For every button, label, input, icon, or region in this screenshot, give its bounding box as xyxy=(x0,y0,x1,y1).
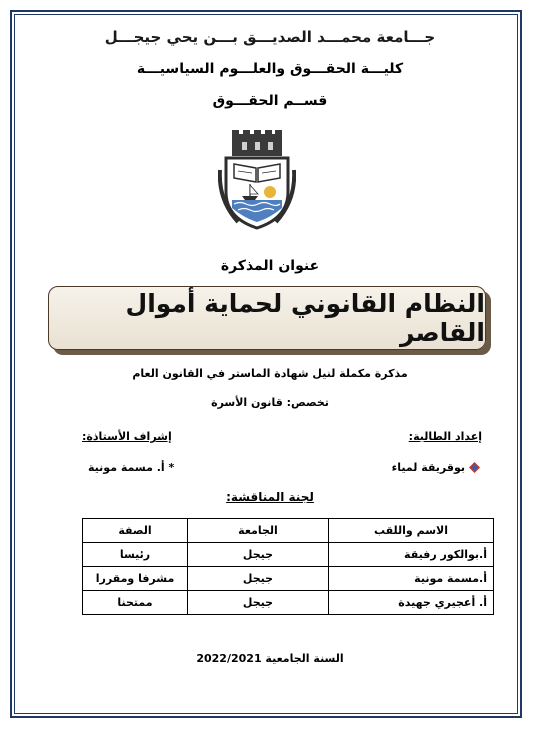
department-name: قســم الحقـــوق xyxy=(212,93,328,109)
committee-label: لجنة المناقشة: xyxy=(226,490,314,504)
member-name: أ.مسمة مونية xyxy=(329,567,494,591)
member-name: أ.بوالكور رفيقة xyxy=(329,543,494,567)
committee-table xyxy=(82,518,494,615)
university-name: جـــامعة محمـــد الصديـــق بـــن يحي جيجـــل xyxy=(104,28,436,46)
memo-title-label: عنوان المذكرة xyxy=(220,258,320,274)
member-name: أ. أعجيري جهيدة xyxy=(329,591,494,615)
supervisor-name: * أ. مسمة مونية xyxy=(88,461,175,474)
table-row xyxy=(83,543,494,567)
column-header-name: الاسم واللقب xyxy=(329,519,494,543)
table-row xyxy=(83,591,494,615)
column-header-role: الصفة xyxy=(83,519,188,543)
prepared-by-label: إعداد الطالبة: xyxy=(408,430,482,443)
member-university: جيجل xyxy=(188,567,329,591)
student-name: بوقريقة لمياء xyxy=(391,461,465,474)
memo-title: النظام القانوني لحماية أموال القاصر xyxy=(125,289,485,347)
memo-title-box xyxy=(48,286,486,350)
member-role: مشرفا ومقررا xyxy=(83,567,188,591)
specialization: تخصص: قانون الأسرة xyxy=(211,396,329,409)
supervision-label: إشراف الأستاذة: xyxy=(82,430,172,443)
member-role: ممتحنا xyxy=(83,591,188,615)
student-entry xyxy=(392,461,480,474)
member-role: رئيسا xyxy=(83,543,188,567)
table-row xyxy=(83,567,494,591)
academic-year: السنة الجامعية 2022/2021 xyxy=(196,652,344,665)
memo-description: مذكرة مكملة لنيل شهادة الماستر في القانون العام xyxy=(132,367,408,380)
committee-table-header xyxy=(83,519,494,543)
member-university: جيجل xyxy=(188,591,329,615)
diamond-bullet-icon xyxy=(469,462,480,473)
university-crest-icon xyxy=(218,130,296,230)
member-university: جيجل xyxy=(188,543,329,567)
faculty-name: كليـــة الحقـــوق والعلـــوم السياسيـــة xyxy=(136,61,404,77)
column-header-university: الجامعة xyxy=(188,519,329,543)
